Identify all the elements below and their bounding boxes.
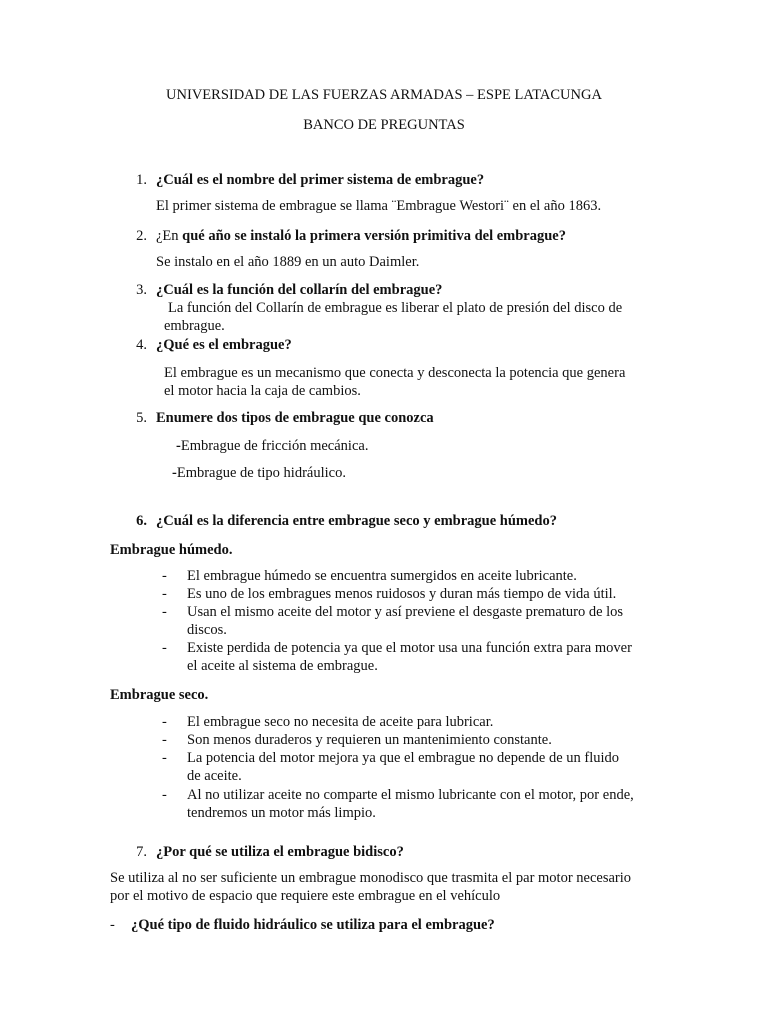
question-3-text: ¿Cuál es la función del collarín del embrague? — [156, 282, 443, 298]
answer-2-text: Se instalo en el año 1889 en un auto Daimler. — [156, 254, 420, 270]
question-3-number: 3. — [136, 282, 147, 298]
seco-item-4-dash: - — [162, 787, 167, 803]
humedo-heading: Embrague húmedo. — [110, 542, 233, 558]
question-2-prefix: ¿En — [156, 228, 183, 244]
answer-7-line-1: Se utiliza al no ser suficiente un embrague monodisco que trasmita el par motor necesario — [110, 870, 632, 886]
answer-7-line-2: por el motivo de espacio que requiere este embrague en el vehículo — [110, 888, 501, 904]
question-7-text: ¿Por qué se utiliza el embrague bidisco? — [156, 844, 404, 860]
question-8-dash: - — [110, 917, 115, 933]
seco-item-4-line-2: tendremos un motor más limpio. — [187, 805, 376, 821]
question-5-number: 5. — [136, 410, 147, 426]
question-2-bold: qué año se instaló la primera versión primitiva del embrague? — [182, 228, 566, 244]
answer-4-line-1: El embrague es un mecanismo que conecta y desconecta la potencia que genera — [164, 365, 626, 381]
humedo-item-4-dash: - — [162, 640, 167, 656]
university-title: UNIVERSIDAD DE LAS FUERZAS ARMADAS – ESPE LATACUNGA — [166, 87, 602, 103]
question-5-text: Enumere dos tipos de embrague que conozca — [156, 410, 434, 426]
seco-item-2-text: Son menos duraderos y requieren un mantenimiento constante. — [187, 732, 552, 748]
seco-item-3-dash: - — [162, 750, 167, 766]
question-4-number: 4. — [136, 337, 147, 353]
question-7-number: 7. — [136, 844, 147, 860]
humedo-item-2-text: Es uno de los embragues menos ruidosos y duran más tiempo de vida útil. — [187, 586, 617, 602]
answer-5-item-2-dash: - — [172, 465, 177, 481]
humedo-item-1-dash: - — [162, 568, 167, 584]
answer-3-line-1: La función del Collarín de embrague es liberar el plato de presión del disco de — [168, 300, 623, 316]
seco-item-2-dash: - — [162, 732, 167, 748]
seco-item-3-line-1: La potencia del motor mejora ya que el embrague no depende de un fluido — [187, 750, 620, 766]
question-1-number: 1. — [136, 172, 147, 188]
seco-heading: Embrague seco. — [110, 687, 209, 703]
humedo-item-4-line-2: el aceite al sistema de embrague. — [187, 658, 378, 674]
humedo-item-4-line-1: Existe perdida de potencia ya que el motor usa una función extra para mover — [187, 640, 632, 656]
answer-5-item-1-text: Embrague de fricción mecánica. — [180, 438, 369, 454]
answer-5-item-1 — [176, 437, 368, 455]
question-2-number: 2. — [136, 228, 147, 244]
document-subtitle: BANCO DE PREGUNTAS — [303, 117, 465, 133]
answer-5-item-2-text: Embrague de tipo hidráulico. — [176, 465, 346, 481]
seco-item-3-line-2: de aceite. — [187, 768, 242, 784]
answer-3-line-2: embrague. — [164, 318, 225, 334]
seco-item-1-text: El embrague seco no necesita de aceite para lubricar. — [187, 714, 494, 730]
question-8-text: ¿Qué tipo de fluido hidráulico se utiliza para el embrague? — [131, 917, 495, 933]
question-4-text: ¿Qué es el embrague? — [156, 337, 292, 353]
humedo-item-3-dash: - — [162, 604, 167, 620]
seco-item-4-line-1: Al no utilizar aceite no comparte el mismo lubricante con el motor, por ende, — [187, 787, 634, 803]
humedo-item-1-text: El embrague húmedo se encuentra sumergidos en aceite lubricante. — [187, 568, 577, 584]
question-6-number: 6. — [136, 513, 147, 529]
answer-4-line-2: el motor hacia la caja de cambios. — [164, 383, 361, 399]
question-6-text: ¿Cuál es la diferencia entre embrague seco y embrague húmedo? — [156, 513, 557, 529]
humedo-item-2-dash: - — [162, 586, 167, 602]
question-1-text: ¿Cuál es el nombre del primer sistema de embrague? — [156, 172, 485, 188]
question-2-text — [156, 227, 566, 245]
answer-5-item-2 — [172, 464, 346, 482]
answer-1-text: El primer sistema de embrague se llama ¨Embrague Westori¨ en el año 1863. — [156, 198, 602, 214]
humedo-item-3-line-1: Usan el mismo aceite del motor y así previene el desgaste prematuro de los — [187, 604, 624, 620]
answer-5-item-1-dash: - — [176, 438, 181, 454]
seco-item-1-dash: - — [162, 714, 167, 730]
humedo-item-3-line-2: discos. — [187, 622, 227, 638]
